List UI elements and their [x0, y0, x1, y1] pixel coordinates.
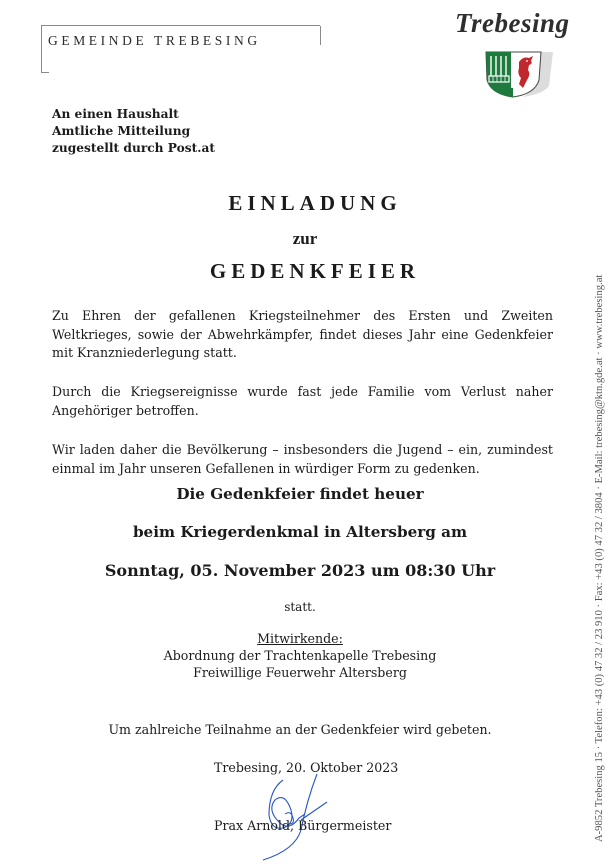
- event-suffix: statt.: [284, 600, 316, 614]
- title-invitation: EINLADUNG: [228, 191, 402, 215]
- addressee-block: [52, 106, 215, 157]
- title-connector: zur: [292, 229, 318, 248]
- contributor-item: Abordnung der Trachtenkapelle Trebesing: [163, 648, 437, 663]
- contact-sidebar: A-9852 Trebesing 15 · Telefon: +43 (0) 47 32 / 23 910 · Fax: +43 (0) 47 32 / 3804 · E-Mail: trebesing@ktn.gde.at · www.trebesing.at: [594, 274, 605, 842]
- contributor-item: Freiwillige Feuerwehr Altersberg: [193, 665, 407, 680]
- closing-line: Um zahlreiche Teilnahme an der Gedenkfeier wird gebeten.: [108, 722, 492, 737]
- coat-of-arms-icon: [483, 50, 553, 98]
- municipality-name: GEMEINDE TREBESING: [48, 33, 261, 48]
- addressee-line: zugestellt durch Post.at: [52, 141, 215, 155]
- addressee-line: An einen Haushalt: [52, 107, 179, 121]
- contributors-heading: Mitwirkende:: [257, 631, 343, 646]
- body-paragraph: Wir laden daher die Bevölkerung – insbesonders die Jugend – ein, zumindest einmal im Jahr unseren Gefallenen in würdiger Form zu gedenken.: [52, 442, 553, 476]
- event-intro: Die Gedenkfeier findet heuer: [176, 485, 424, 503]
- brand-wordmark: Trebesing: [455, 8, 570, 38]
- body-paragraph: Zu Ehren der gefallenen Kriegsteilnehmer des Ersten und Zweiten Weltkrieges, sowie der Abwehrkämpfer, findet dieses Jahr eine Gedenkfeier mit Kranzniederlegung statt.: [52, 308, 553, 361]
- place-date: Trebesing, 20. Oktober 2023: [214, 760, 399, 775]
- title-memorial: GEDENKFEIER: [209, 259, 421, 283]
- handwritten-signature-icon: [255, 770, 330, 862]
- event-location: beim Kriegerdenkmal in Altersberg am: [132, 523, 468, 541]
- addressee-line: Amtliche Mitteilung: [52, 124, 191, 138]
- event-datetime: Sonntag, 05. November 2023 um 08:30 Uhr: [104, 561, 496, 580]
- signer-name: Prax Arnold, Bürgermeister: [214, 818, 392, 833]
- body-paragraph: Durch die Kriegsereignisse wurde fast jede Familie vom Verlust naher Angehöriger betroffen.: [52, 384, 553, 418]
